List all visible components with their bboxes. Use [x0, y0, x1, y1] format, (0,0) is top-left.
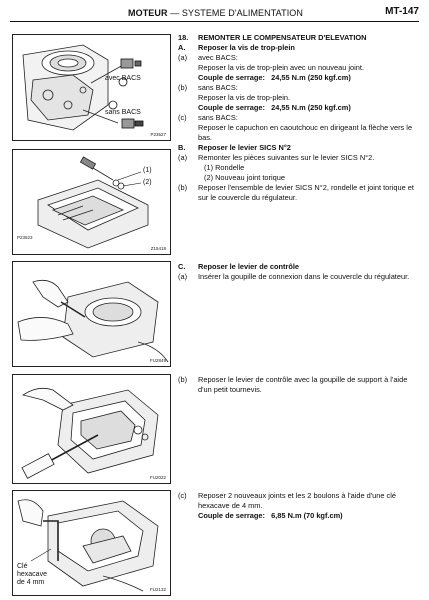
- figure-connecting-pin: [12, 261, 171, 367]
- item-a: (a) avec BACS:: [178, 53, 238, 62]
- item-c-instruction: Reposer le capuchon en caoutchouc en dirigeant la flèche vers le bas.: [198, 123, 413, 142]
- callout-2: (2): [143, 179, 152, 186]
- figure-code: FU2022: [149, 475, 166, 480]
- torque-spec-1: Couple de serrage: 24,55 N.m (250 kgf.cm): [198, 73, 351, 82]
- substep-b-heading: B. Reposer le levier SICS N°2: [178, 143, 291, 152]
- page-header: [0, 0, 429, 22]
- label-without-bacs: sans BACS: [105, 109, 141, 116]
- step-18-heading: 18. REMONTER LE COMPENSATEUR D'ELEVATION: [178, 33, 367, 42]
- item-a-instruction: Reposer la vis de trop-plein avec un nouveau joint.: [198, 63, 364, 72]
- item-c: (c) sans BACS:: [178, 113, 238, 122]
- text-block-bolts: [178, 491, 420, 521]
- governor-cover-illustration: [13, 150, 170, 254]
- item-b: (b) sans BACS:: [178, 83, 238, 92]
- carburetor-illustration: [13, 35, 170, 140]
- text-block-control-lever: [178, 262, 420, 282]
- figure-code: FU2132: [149, 587, 166, 592]
- figure-overflow-screw: [12, 34, 171, 141]
- substep-c-heading: C. Reposer le levier de contrôle: [178, 262, 300, 271]
- figure-sics-lever: [12, 149, 171, 255]
- text-block-control-lever-pin: [178, 375, 420, 395]
- header-rule: [10, 21, 419, 22]
- substep-a-heading: A. Reposer la vis de trop-plein: [178, 43, 295, 52]
- figure-hex-wrench: [12, 490, 171, 596]
- item-c-a: (a) Insérer la goupille de connexion dans le couvercle du régulateur.: [178, 272, 410, 281]
- page-number: MT-147: [385, 6, 419, 17]
- section-title: MOTEUR — SYSTEME D'ALIMENTATION: [128, 8, 304, 18]
- figure-control-lever: [12, 374, 171, 484]
- part-list-item-2: (2) Nouveau joint torique: [204, 173, 285, 182]
- label-with-bacs: avec BACS: [105, 75, 141, 82]
- figure-code-left: P23523: [17, 235, 33, 240]
- callout-1: (1): [143, 167, 152, 174]
- item-b-b: (b) Reposer l'ensemble de levier SICS N°2, rondelle et joint torique et sur le couvercle du régulateur.: [178, 183, 414, 202]
- item-b-a: (a) Remonter les pièces suivantes sur le levier SICS N°2.: [178, 153, 375, 162]
- part-list-item-1: (1) Rondelle: [204, 163, 245, 172]
- label-hex-wrench-3: de 4 mm: [17, 579, 45, 586]
- item-b-instruction: Reposer la vis de trop-plein.: [198, 93, 291, 102]
- torque-spec-3: Couple de serrage: 6,85 N.m (70 kgf.cm): [198, 511, 343, 520]
- pin-insert-illustration: [13, 262, 170, 366]
- item-c-c: (c) Reposer 2 nouveaux joints et les 2 boulons à l'aide d'une clé hexacave de 4 mm.: [178, 491, 396, 510]
- screwdriver-illustration: [13, 375, 170, 483]
- text-block-elevation-compensator: [178, 33, 420, 203]
- figure-code: FU2849: [149, 358, 166, 363]
- torque-spec-2: Couple de serrage: 24,55 N.m (250 kgf.cm): [198, 103, 351, 112]
- label-hex-wrench-2: hexacave: [17, 571, 47, 578]
- item-c-b: (b) Reposer le levier de contrôle avec la goupille de support à l'aide d'un petit tournevis.: [178, 375, 408, 394]
- figure-code-right: Z15418: [150, 246, 166, 251]
- label-hex-wrench-1: Clé: [17, 563, 28, 570]
- figure-code: P23527: [150, 132, 166, 137]
